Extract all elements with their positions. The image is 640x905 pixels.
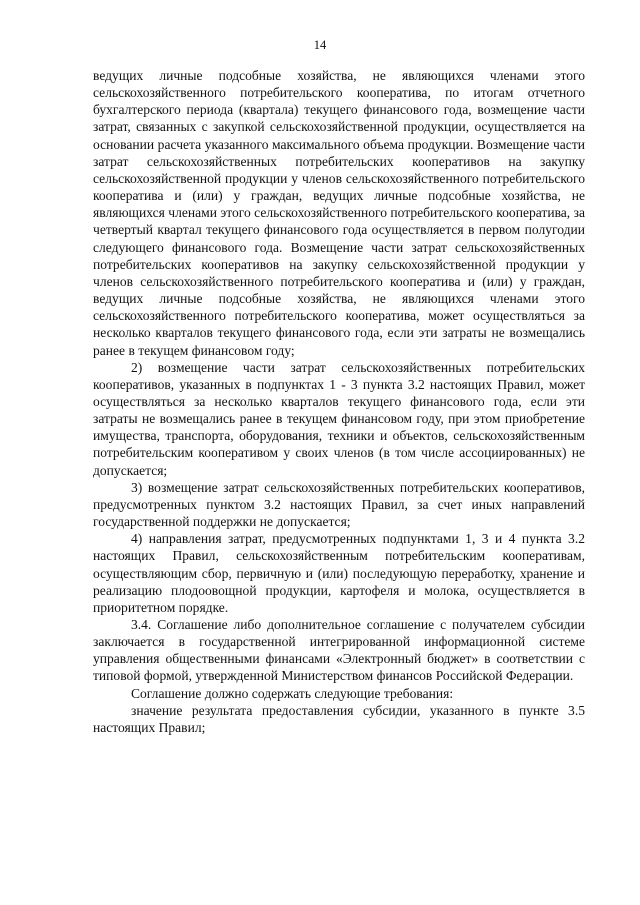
paragraph-requirement-result-value: значение результата предоставления субсидии, указанного в пункте 3.5 настоящих Правил; [93, 702, 585, 735]
paragraph-item-3: 3) возмещение затрат сельскохозяйственных потребительских кооперативов, предусмотренных пунктом 3.2 настоящих Правил, за счет иных направлений государственной поддержки не допускается; [93, 479, 585, 530]
paragraph-section-3-4: 3.4. Соглашение либо дополнительное соглашение с получателем субсидии заключается в государственной интегрированной информационной системе управления общественными финансами «Электронный бюджет» в соответствии с типовой формой, утвержденной Министерством финансов Российской Федерации. [93, 617, 585, 684]
document-body [93, 67, 585, 736]
paragraph-item-2: 2) возмещение части затрат сельскохозяйственных потребительских кооперативов, указанных в подпунктах 1 - 3 пункта 3.2 настоящих Правил, может осуществляться за несколько кварталов текущего финансового года, если эти затраты не возмещались ранее в текущем финансовом году, при этом приобретение имущества, транспорта, оборудования, техники и объектов, сельскохозяйственным потребительским кооперативом у своих членов (в том числе ассоциированных) не допускается; [93, 359, 585, 478]
paragraph-agreement-requirements: Соглашение должно содержать следующие требования: [131, 685, 454, 701]
page-number: 14 [313, 38, 327, 52]
paragraph-item-4: 4) направления затрат, предусмотренных подпунктами 1, 3 и 4 пункта 3.2 настоящих Правил, сельскохозяйственным потребительским кооперативам, осуществляющим сбор, первичную и (или) последующую переработку, хранение и реализацию плодоовощной продукции, картофеля и молока, осуществляется в приоритетном порядке. [93, 531, 585, 615]
paragraph-continuation: ведущих личные подсобные хозяйства, не являющихся членами этого сельскохозяйственного потребительского кооператива, по итогам отчетного бухгалтерского периода (квартала) текущего финансового года, возмещение части затрат, связанных с закупкой сельскохозяйственной продукции, осуществляется на основании расчета указанного максимального объема продукции. Возмещение части затрат сельскохозяйственных потребительских кооперативов на закупку сельскохозяйственной продукции у членов сельскохозяйственного потребительского кооператива и (или) у граждан, ведущих личные подсобные хозяйства, не являющихся членами этого сельскохозяйственного потребительского кооператива, за четвертый квартал текущего финансового года осуществляется в первом полугодии следующего финансового года. Возмещение части затрат сельскохозяйственных потребительских кооперативов на закупку сельскохозяйственной продукции у членов сельскохозяйственного потребительского кооператива и (или) у граждан, ведущих личные подсобные хозяйства, не являющихся членами этого сельскохозяйственного потребительского кооператива, может осуществляться за несколько кварталов текущего финансового года, если эти затраты не возмещались ранее в текущем финансовом году; [93, 68, 585, 358]
